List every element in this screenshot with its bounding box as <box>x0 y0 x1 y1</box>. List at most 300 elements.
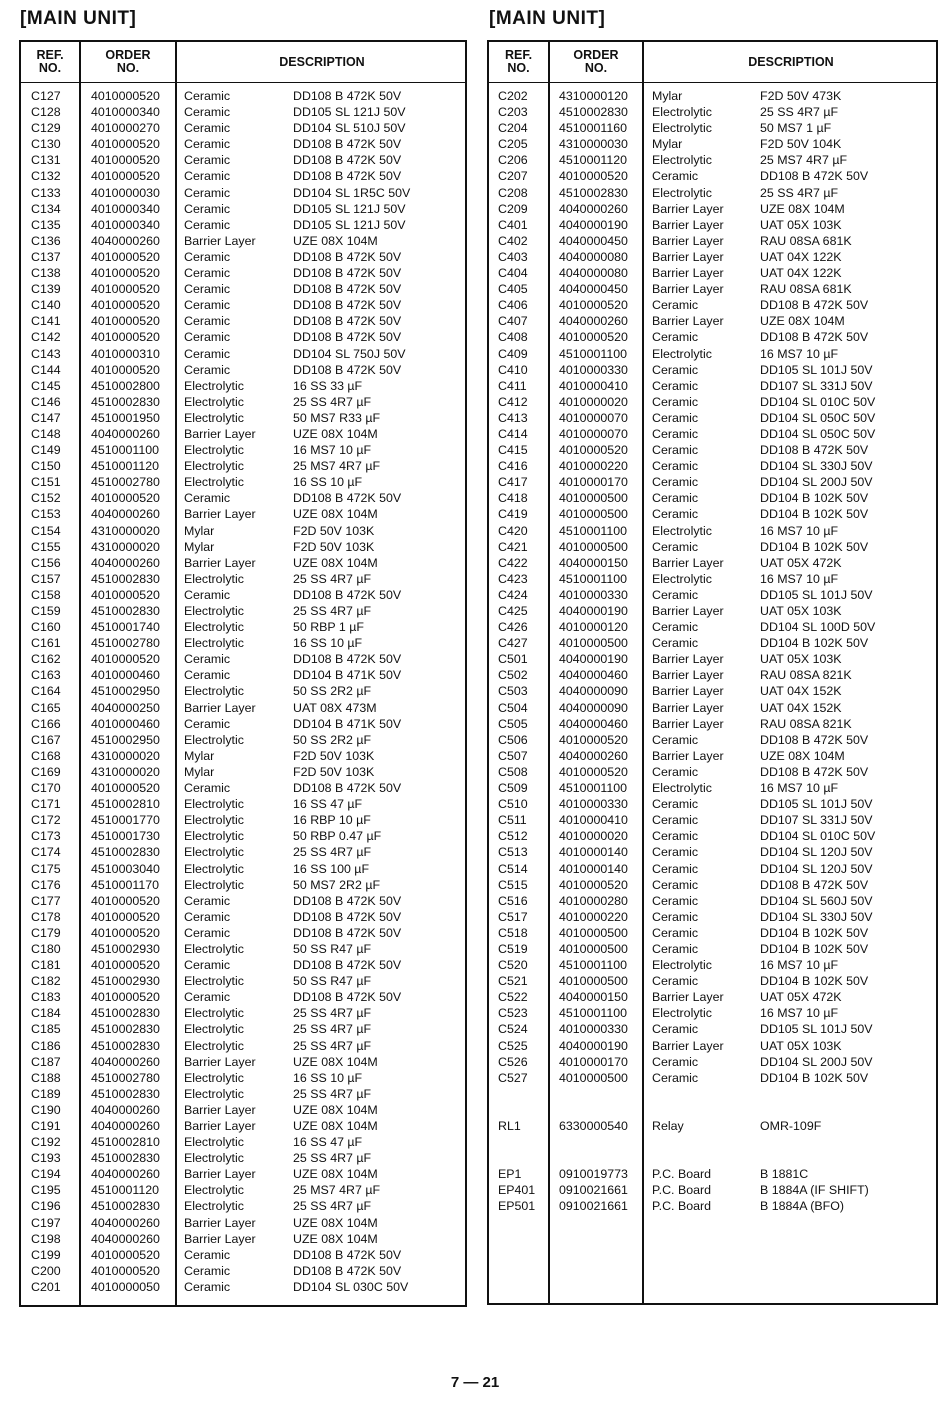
type-cell: Ceramic <box>652 169 699 184</box>
ref-no-cell: C153 <box>31 507 61 522</box>
table-row <box>21 941 465 957</box>
order-no-cell: 4310000020 <box>91 539 160 554</box>
table-row <box>489 587 936 603</box>
spec-cell: 16 SS 10 µF <box>293 1070 363 1085</box>
spec-cell: DD105 SL 101J 50V <box>760 587 873 602</box>
table-row <box>21 168 465 184</box>
order-no-cell: 4040000190 <box>559 604 628 618</box>
table-row <box>489 683 936 699</box>
type-cell: Electrolytic <box>184 684 244 699</box>
ref-no-cell: C523 <box>498 1006 528 1021</box>
table-row <box>21 732 465 748</box>
ref-no-cell: C158 <box>31 587 61 602</box>
type-cell: Ceramic <box>184 1247 231 1262</box>
type-cell: Barrier Layer <box>652 249 724 264</box>
ref-no-cell: C149 <box>31 443 61 458</box>
type-cell: Electrolytic <box>184 877 244 892</box>
order-no-cell: 4010000520 <box>91 314 160 329</box>
table-row <box>489 1054 936 1070</box>
type-cell: Barrier Layer <box>652 201 724 216</box>
type-cell: Relay <box>652 1119 684 1133</box>
spec-cell: 50 MS7 R33 µF <box>293 410 381 425</box>
ref-no-cell: RL1 <box>498 1119 521 1133</box>
spec-cell: 16 MS7 10 µF <box>760 523 839 538</box>
table-row <box>489 1134 936 1150</box>
table-row <box>489 362 936 378</box>
type-cell: Ceramic <box>652 1022 699 1037</box>
spec-cell: UAT 05X 103K <box>760 1038 842 1053</box>
ref-no-cell: C163 <box>31 668 61 683</box>
spec-cell: UAT 08X 473M <box>293 700 377 715</box>
table-row <box>21 909 465 925</box>
ref-no-cell: C181 <box>31 958 61 973</box>
ref-no-cell: C196 <box>31 1199 61 1214</box>
ref-no-cell: C194 <box>31 1167 61 1182</box>
table-row <box>21 925 465 941</box>
ref-no-cell: C206 <box>498 153 528 168</box>
ref-no-cell: C174 <box>31 845 61 860</box>
spec-cell: 16 MS7 10 µF <box>760 958 839 973</box>
type-cell: Electrolytic <box>184 861 244 876</box>
spec-cell: DD104 SL 050C 50V <box>760 426 876 441</box>
spec-cell: UZE 08X 104M <box>293 426 378 441</box>
ref-no-cell: C155 <box>31 539 61 554</box>
table-row <box>21 796 465 812</box>
table-row <box>21 812 465 828</box>
type-cell: Ceramic <box>652 813 699 828</box>
spec-cell: DD108 B 472K 50V <box>760 298 869 313</box>
table-row <box>21 877 465 893</box>
table-row <box>489 844 936 860</box>
type-cell: Ceramic <box>652 459 699 474</box>
spec-cell: DD105 SL 121J 50V <box>293 105 406 120</box>
spec-cell: 50 RBP 0.47 µF <box>293 829 382 844</box>
table-row <box>21 844 465 860</box>
type-cell: Ceramic <box>652 941 699 956</box>
type-cell: Barrier Layer <box>652 604 724 618</box>
table-row <box>21 136 465 152</box>
type-cell: Ceramic <box>184 925 231 940</box>
order-no-cell: 4040000260 <box>91 1215 160 1230</box>
spec-cell: 16 MS7 10 µF <box>293 443 372 458</box>
ref-no-cell: C502 <box>498 668 528 683</box>
table-row <box>489 1102 936 1118</box>
order-no-cell: 4510002780 <box>91 636 160 651</box>
type-cell: Ceramic <box>652 539 699 554</box>
type-cell: Electrolytic <box>184 732 244 747</box>
order-no-cell: 4010000520 <box>91 990 160 1005</box>
spec-cell: DD104 B 102K 50V <box>760 941 869 956</box>
spec-cell: DD104 SL 100D 50V <box>760 620 876 635</box>
ref-no-cell: C164 <box>31 684 61 699</box>
type-cell: Barrier Layer <box>652 684 724 699</box>
type-cell: Barrier Layer <box>652 748 724 763</box>
table-row <box>21 233 465 249</box>
spec-cell: 50 SS 2R2 µF <box>293 732 372 747</box>
order-no-cell: 4010000520 <box>91 652 160 667</box>
ref-no-cell: C505 <box>498 716 528 731</box>
type-cell: Ceramic <box>184 314 231 329</box>
type-cell: Barrier Layer <box>652 652 724 667</box>
ref-no-cell: C160 <box>31 620 61 635</box>
spec-cell: UAT 05X 103K <box>760 604 842 618</box>
type-cell: P.C. Board <box>652 1167 712 1182</box>
spec-cell: 50 SS R47 µF <box>293 974 372 989</box>
ref-no-cell: EP501 <box>498 1199 536 1214</box>
table-row <box>21 1134 465 1150</box>
ref-no-cell: C172 <box>31 813 61 828</box>
table-row <box>21 1118 465 1134</box>
table-row <box>489 1005 936 1021</box>
type-cell: Electrolytic <box>184 813 244 828</box>
order-no-cell: 4510002830 <box>559 185 628 200</box>
table-row <box>21 523 465 539</box>
ref-no-cell: C136 <box>31 233 61 248</box>
type-cell: Ceramic <box>184 1279 231 1294</box>
type-cell: Ceramic <box>652 829 699 844</box>
type-cell: Ceramic <box>652 1070 699 1085</box>
type-cell: Ceramic <box>652 636 699 651</box>
table-row <box>21 700 465 716</box>
table-row <box>21 490 465 506</box>
ref-no-cell: C129 <box>31 121 61 136</box>
spec-cell: DD104 SL 010C 50V <box>760 394 876 409</box>
ref-no-cell: C190 <box>31 1102 61 1117</box>
ref-no-cell: C197 <box>31 1215 61 1230</box>
ref-no-cell: C412 <box>498 394 528 409</box>
type-cell: Electrolytic <box>184 1086 244 1101</box>
table-row <box>21 1150 465 1166</box>
order-no-cell: 4040000260 <box>91 507 160 522</box>
order-no-cell: 4010000520 <box>91 137 160 152</box>
order-no-cell: 4010000520 <box>91 587 160 602</box>
type-cell: Electrolytic <box>184 571 244 586</box>
table-row <box>21 201 465 217</box>
ref-no-cell: C134 <box>31 201 61 216</box>
order-no-cell: 4010000520 <box>91 491 160 506</box>
spec-cell: DD104 B 102K 50V <box>760 491 869 506</box>
order-no-cell: 4010000270 <box>91 121 160 136</box>
type-cell: Electrolytic <box>184 941 244 956</box>
order-no-cell: 4010000520 <box>559 877 628 892</box>
type-cell: Ceramic <box>652 925 699 940</box>
order-no-cell: 4010000500 <box>559 491 628 506</box>
type-cell: Ceramic <box>652 732 699 747</box>
spec-cell: DD105 SL 121J 50V <box>293 201 406 216</box>
ref-no-cell: C411 <box>498 378 527 393</box>
type-cell: Electrolytic <box>184 1070 244 1085</box>
spec-cell: UZE 08X 104M <box>760 314 845 329</box>
order-no-cell: 4010000520 <box>91 282 160 297</box>
ref-no-cell: C200 <box>31 1263 61 1278</box>
order-no-cell: 4010000410 <box>559 813 628 828</box>
ref-no-cell: C168 <box>31 748 61 763</box>
order-no-cell: 4010000520 <box>91 781 160 796</box>
type-cell: Barrier Layer <box>184 1215 256 1230</box>
order-no-cell: 4510002780 <box>91 475 160 490</box>
ref-no-cell: C526 <box>498 1054 528 1069</box>
table-row <box>489 1182 936 1198</box>
spec-cell: 16 SS 47 µF <box>293 797 363 812</box>
spec-cell: 16 SS 10 µF <box>293 636 363 651</box>
table-row <box>489 667 936 683</box>
table-row <box>21 362 465 378</box>
type-cell: Ceramic <box>184 491 231 506</box>
spec-cell: 16 MS7 10 µF <box>760 781 839 796</box>
spec-cell: F2D 50V 103K <box>293 523 375 538</box>
spec-cell: F2D 50V 103K <box>293 539 375 554</box>
order-no-cell: 4010000520 <box>559 298 628 313</box>
ref-no-cell: C183 <box>31 990 61 1005</box>
page-number: 7 — 21 <box>450 1374 500 1391</box>
spec-cell: DD104 SL 010C 50V <box>760 829 876 844</box>
ref-no-cell: C176 <box>31 877 61 892</box>
spec-cell: 25 SS 4R7 µF <box>293 394 372 409</box>
spec-cell: UAT 04X 152K <box>760 684 842 699</box>
type-cell: Electrolytic <box>184 394 244 409</box>
table-row <box>21 104 465 120</box>
spec-cell: DD105 SL 101J 50V <box>760 362 873 377</box>
ref-no-cell: C139 <box>31 282 61 297</box>
spec-cell: DD108 B 472K 50V <box>293 1263 402 1278</box>
ref-no-cell: C128 <box>31 105 61 120</box>
ref-no-cell: C162 <box>31 652 61 667</box>
spec-cell: RAU 08SA 821K <box>760 716 852 731</box>
spec-cell: DD107 SL 331J 50V <box>760 813 873 828</box>
type-cell: Barrier Layer <box>184 555 256 570</box>
order-no-cell: 4040000260 <box>91 1054 160 1069</box>
ref-no-cell: C152 <box>31 491 61 506</box>
order-no-cell: 4510002830 <box>91 845 160 860</box>
table-row <box>489 989 936 1005</box>
ref-no-cell: C405 <box>498 282 528 297</box>
ref-no-cell: C187 <box>31 1054 61 1069</box>
order-no-cell: 4010000310 <box>91 346 160 361</box>
spec-cell: DD104 SL 330J 50V <box>760 909 873 924</box>
type-cell: Ceramic <box>652 298 699 313</box>
order-no-cell: 0910021661 <box>559 1199 628 1214</box>
order-no-cell: 4040000260 <box>559 748 628 763</box>
order-no-header: ORDER NO. <box>573 48 619 75</box>
spec-cell: DD104 SL 750J 50V <box>293 346 406 361</box>
table-row <box>489 442 936 458</box>
type-cell: Mylar <box>652 89 683 103</box>
spec-cell: DD108 B 472K 50V <box>293 298 402 313</box>
right-table-body <box>489 88 936 1303</box>
table-row <box>489 925 936 941</box>
table-row <box>489 651 936 667</box>
table-row <box>21 861 465 877</box>
type-cell: Ceramic <box>184 716 231 731</box>
type-cell: Barrier Layer <box>184 1054 256 1069</box>
order-no-cell: 4510002830 <box>91 604 160 618</box>
type-cell: Electrolytic <box>184 1006 244 1021</box>
spec-cell: DD108 B 472K 50V <box>293 137 402 152</box>
type-cell: Electrolytic <box>184 829 244 844</box>
table-row <box>21 748 465 764</box>
type-cell: Electrolytic <box>652 105 712 120</box>
table-row <box>489 458 936 474</box>
order-no-cell: 4510001160 <box>559 121 627 136</box>
table-row <box>489 941 936 957</box>
ref-no-cell: C201 <box>31 1279 61 1294</box>
ref-no-cell: C503 <box>498 684 528 699</box>
table-row <box>21 683 465 699</box>
table-row <box>489 812 936 828</box>
spec-cell: 25 SS 4R7 µF <box>293 1151 372 1166</box>
table-row <box>21 410 465 426</box>
type-cell: Mylar <box>184 748 215 763</box>
spec-cell: DD104 B 102K 50V <box>760 925 869 940</box>
spec-cell: 50 RBP 1 µF <box>293 620 364 635</box>
ref-no-cell: C142 <box>31 330 61 345</box>
type-cell: Ceramic <box>184 587 231 602</box>
spec-cell: UZE 08X 104M <box>760 201 845 216</box>
order-no-cell: 4510001100 <box>559 958 627 973</box>
ref-no-cell: C518 <box>498 925 528 940</box>
spec-cell: DD104 SL 030C 50V <box>293 1279 409 1294</box>
spec-cell: 16 SS 47 µF <box>293 1135 363 1150</box>
type-cell: Ceramic <box>184 346 231 361</box>
type-cell: Ceramic <box>184 909 231 924</box>
table-row <box>21 1038 465 1054</box>
ref-no-cell: C203 <box>498 105 528 120</box>
order-no-cell: 4010000520 <box>559 732 628 747</box>
spec-cell: DD108 B 472K 50V <box>293 909 402 924</box>
order-no-cell: 4310000020 <box>91 764 160 779</box>
type-cell: Ceramic <box>652 587 699 602</box>
table-row <box>489 748 936 764</box>
order-no-cell: 4010000460 <box>91 668 160 683</box>
order-no-cell: 4510003040 <box>91 861 160 876</box>
order-no-cell: 4510002830 <box>91 1151 160 1166</box>
type-cell: Electrolytic <box>184 620 244 635</box>
spec-cell: DD108 B 472K 50V <box>293 169 402 184</box>
order-no-cell: 4510002830 <box>91 1006 160 1021</box>
ref-no-cell: C188 <box>31 1070 61 1085</box>
type-cell: Electrolytic <box>652 185 712 200</box>
order-no-cell: 4510002830 <box>91 1022 160 1037</box>
order-no-cell: 4040000260 <box>559 201 628 216</box>
table-row <box>489 410 936 426</box>
spec-cell: DD104 B 102K 50V <box>760 1070 869 1085</box>
type-cell: Mylar <box>184 539 215 554</box>
spec-cell: 16 SS 33 µF <box>293 378 363 393</box>
spec-cell: B 1881C <box>760 1167 809 1182</box>
order-no-cell: 4010000220 <box>559 909 628 924</box>
table-row <box>489 909 936 925</box>
type-cell: Electrolytic <box>184 1151 244 1166</box>
type-cell: Barrier Layer <box>652 1038 724 1053</box>
ref-no-cell: C127 <box>31 89 61 103</box>
type-cell: Ceramic <box>184 990 231 1005</box>
order-no-cell: 4010000170 <box>559 475 628 490</box>
type-cell: Ceramic <box>184 781 231 796</box>
type-cell: Electrolytic <box>184 443 244 458</box>
spec-cell: DD104 B 102K 50V <box>760 636 869 651</box>
spec-cell: DD104 B 471K 50V <box>293 716 402 731</box>
spec-cell: DD108 B 472K 50V <box>293 990 402 1005</box>
table-row <box>21 989 465 1005</box>
table-row <box>21 346 465 362</box>
table-row <box>21 281 465 297</box>
type-cell: Electrolytic <box>652 958 712 973</box>
ref-no-cell: C150 <box>31 459 61 474</box>
table-row <box>21 394 465 410</box>
type-cell: Ceramic <box>652 507 699 522</box>
order-no-cell: 4010000500 <box>559 507 628 522</box>
table-row <box>489 957 936 973</box>
ref-no-cell: C421 <box>498 539 528 554</box>
ref-no-cell: C420 <box>498 523 528 538</box>
spec-cell: 50 MS7 2R2 µF <box>293 877 381 892</box>
order-no-cell: 4510002930 <box>91 974 160 989</box>
ref-no-cell: C525 <box>498 1038 528 1053</box>
table-row <box>489 716 936 732</box>
spec-cell: UZE 08X 104M <box>760 748 845 763</box>
order-no-cell: 4010000030 <box>91 185 160 200</box>
order-no-cell: 4010000520 <box>91 893 160 908</box>
order-no-cell: 4040000260 <box>91 233 160 248</box>
type-cell: Barrier Layer <box>652 233 724 248</box>
type-cell: Ceramic <box>652 394 699 409</box>
ref-no-cell: C184 <box>31 1006 61 1021</box>
order-no-cell: 4510001120 <box>559 153 627 168</box>
ref-no-cell: C423 <box>498 571 528 586</box>
type-cell: Barrier Layer <box>184 700 256 715</box>
ref-no-cell: C146 <box>31 394 61 409</box>
spec-cell: B 1884A (BFO) <box>760 1199 845 1214</box>
spec-cell: 16 RBP 10 µF <box>293 813 371 828</box>
ref-no-cell: C151 <box>31 475 61 490</box>
order-no-cell: 4010000330 <box>559 1022 628 1037</box>
table-row <box>489 1150 936 1166</box>
order-no-cell: 4040000150 <box>559 990 628 1005</box>
type-cell: Ceramic <box>184 282 231 297</box>
type-cell: Electrolytic <box>652 523 712 538</box>
type-cell: Electrolytic <box>652 153 712 168</box>
table-row <box>489 877 936 893</box>
spec-cell: F2D 50V 103K <box>293 764 375 779</box>
spec-cell: DD108 B 472K 50V <box>760 877 869 892</box>
spec-cell: DD108 B 472K 50V <box>760 732 869 747</box>
order-no-cell: 4040000260 <box>91 1119 160 1133</box>
type-cell: Ceramic <box>184 137 231 152</box>
type-cell: Ceramic <box>184 893 231 908</box>
type-cell: Ceramic <box>184 330 231 345</box>
spec-cell: 25 SS 4R7 µF <box>293 1022 372 1037</box>
order-no-cell: 4010000500 <box>559 941 628 956</box>
ref-no-cell: C427 <box>498 636 528 651</box>
ref-no-cell: C143 <box>31 346 61 361</box>
table-row <box>21 1198 465 1214</box>
ref-no-cell: C132 <box>31 169 61 184</box>
type-cell: Ceramic <box>652 475 699 490</box>
ref-no-cell: C171 <box>31 797 61 812</box>
order-no-cell: 4010000520 <box>559 764 628 779</box>
order-no-cell: 4010000500 <box>559 925 628 940</box>
order-no-cell: 4510002780 <box>91 1070 160 1085</box>
table-row <box>489 201 936 217</box>
ref-no-cell: C140 <box>31 298 61 313</box>
order-no-cell: 4040000260 <box>91 426 160 441</box>
table-row <box>21 1021 465 1037</box>
ref-no-cell: C511 <box>498 813 527 828</box>
ref-no-cell: C173 <box>31 829 61 844</box>
order-no-cell: 4010000020 <box>559 394 628 409</box>
table-row <box>21 555 465 571</box>
ref-no-cell: C198 <box>31 1231 61 1246</box>
